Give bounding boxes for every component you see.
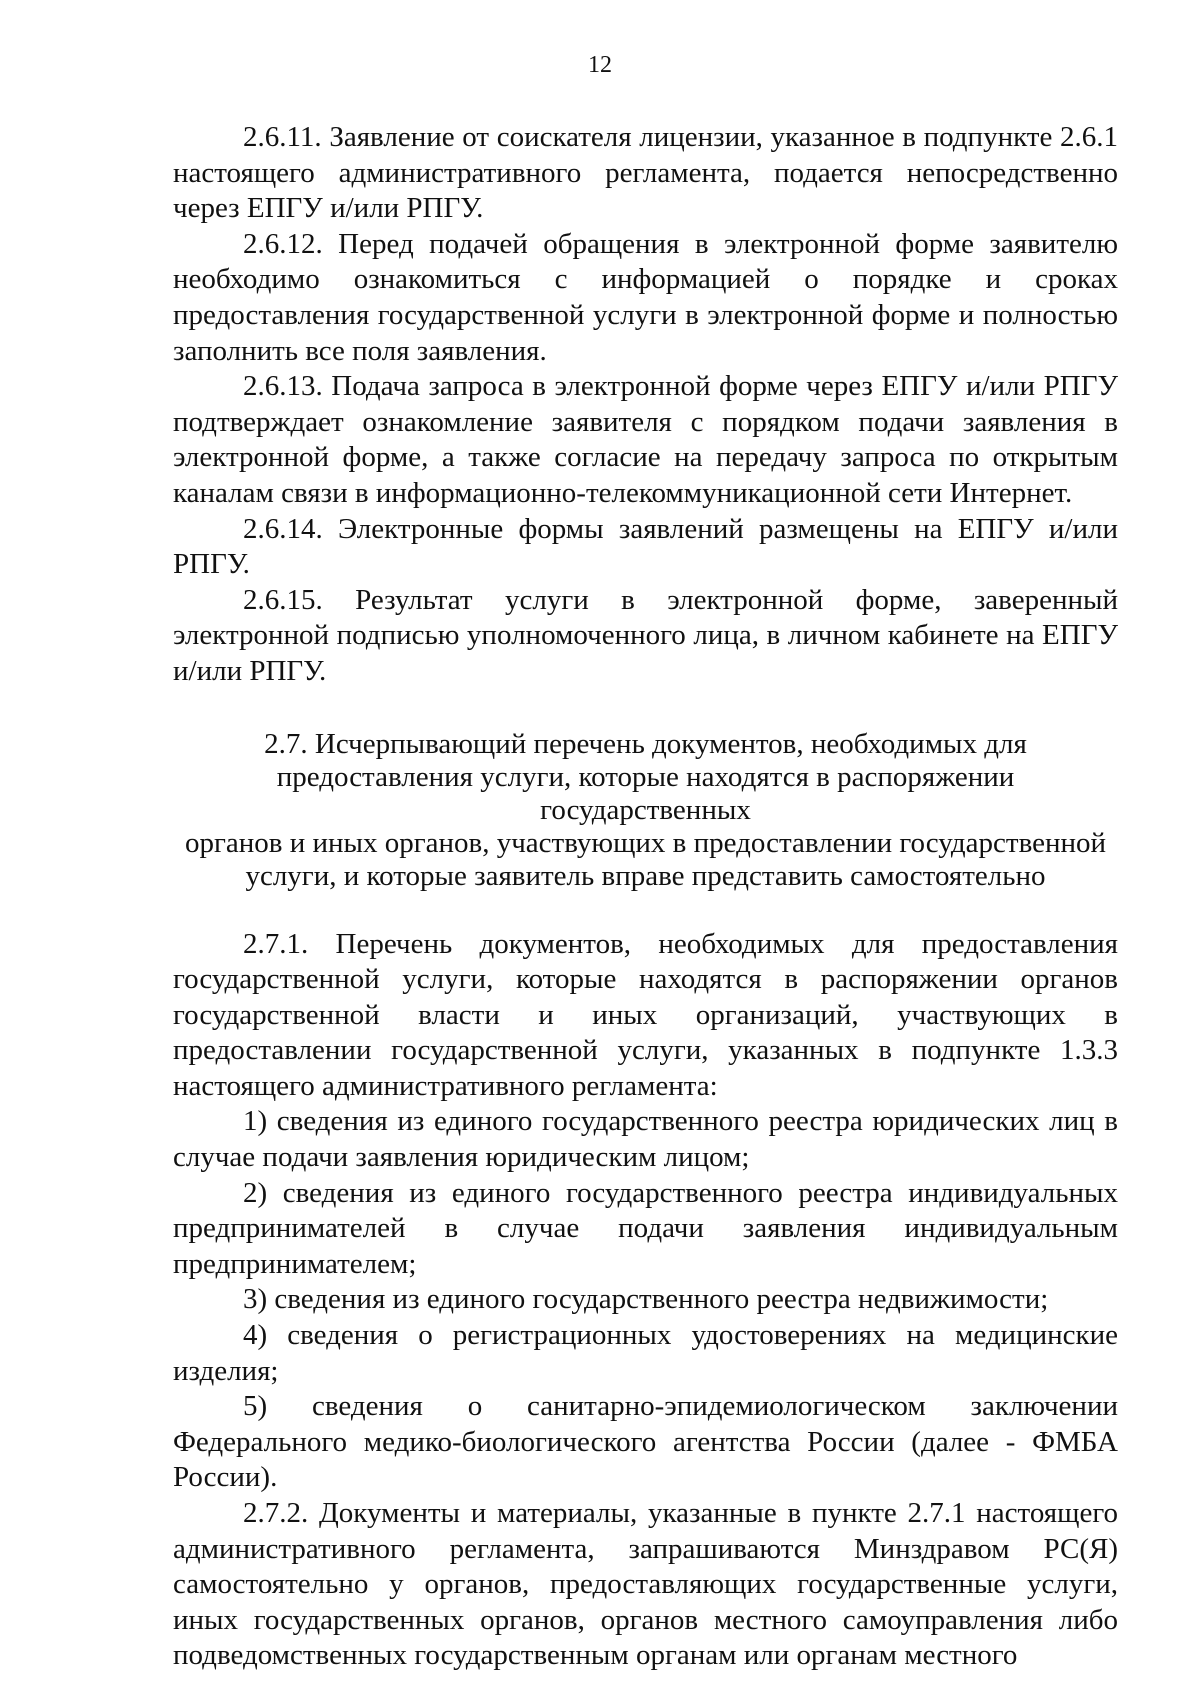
list-item-1: 1) сведения из единого государственного реестра юридических лиц в случае подачи заявления юридическим лицом; bbox=[173, 1105, 1118, 1174]
heading-line: 2.7. Исчерпывающий перечень документов, необходимых для bbox=[264, 727, 1027, 760]
paragraph-2-6-12: 2.6.12. Перед подачей обращения в электронной форме заявителю необходимо ознакомиться с информацией о порядке и сроках предоставления государственной услуги в электронной форме и полностью заполнить все поля заявления. bbox=[173, 227, 1118, 367]
list-item-5: 5) сведения о санитарно-эпидемиологическом заключении Федерального медико-биологического агентства России (далее - ФМБА России). bbox=[173, 1390, 1118, 1494]
list-item-3: 3) сведения из единого государственного реестра недвижимости; bbox=[243, 1283, 1049, 1316]
heading-line: органов и иных органов, участвующих в предоставлении государственной bbox=[184, 826, 1107, 859]
heading-line: услуги, и которые заявитель вправе представить самостоятельно bbox=[245, 859, 1046, 892]
paragraph-2-6-13: 2.6.13. Подача запроса в электронной форме через ЕПГУ и/или РПГУ подтверждает ознакомление заявителя с порядком подачи заявления в электронной форме, а также согласие на передачу запроса по открытым каналам связи в информационно-телекоммуникационной сети Интернет. bbox=[173, 370, 1118, 509]
document-body bbox=[173, 120, 1118, 1674]
paragraph-2-7-1: 2.7.1. Перечень документов, необходимых для предоставления государственной услуги, которые находятся в распоряжении органов государственной власти и иных организаций, участвующих в предоставлении государственной услуги, указанных в подпункте 1.3.3 настоящего административного регламента: bbox=[173, 927, 1118, 1102]
paragraph-2-6-11: 2.6.11. Заявление от соискателя лицензии, указанное в подпункте 2.6.1 настоящего административного регламента, подается непосредственно через ЕПГУ и/или РПГУ. bbox=[173, 121, 1118, 225]
list-item-4: 4) сведения о регистрационных удостоверениях на медицинские изделия; bbox=[173, 1319, 1118, 1387]
page-number: 12 bbox=[588, 52, 612, 78]
paragraph-2-6-14: 2.6.14. Электронные формы заявлений размещены на ЕПГУ и/или РПГУ. bbox=[173, 512, 1118, 581]
paragraph-2-6-15: 2.6.15. Результат услуги в электронной форме, заверенный электронной подписью уполномоченного лица, в личном кабинете на ЕПГУ и/или РПГУ. bbox=[173, 583, 1118, 687]
list-item-2: 2) сведения из единого государственного реестра индивидуальных предпринимателей в случае подачи заявления индивидуальным предпринимателем; bbox=[173, 1176, 1118, 1280]
heading-line: предоставления услуги, которые находятся в распоряжении государственных bbox=[276, 760, 1015, 826]
section-heading-2-7 bbox=[173, 728, 1118, 893]
paragraph-2-7-2: 2.7.2. Документы и материалы, указанные в пункте 2.7.1 настоящего административного регламента, запрашиваются Минздравом РС(Я) самостоятельно у органов, предоставляющих государственные услуги, иных государственных органов, органов местного самоуправления либо подведомственных государственным органам или органам местного bbox=[173, 1497, 1118, 1672]
